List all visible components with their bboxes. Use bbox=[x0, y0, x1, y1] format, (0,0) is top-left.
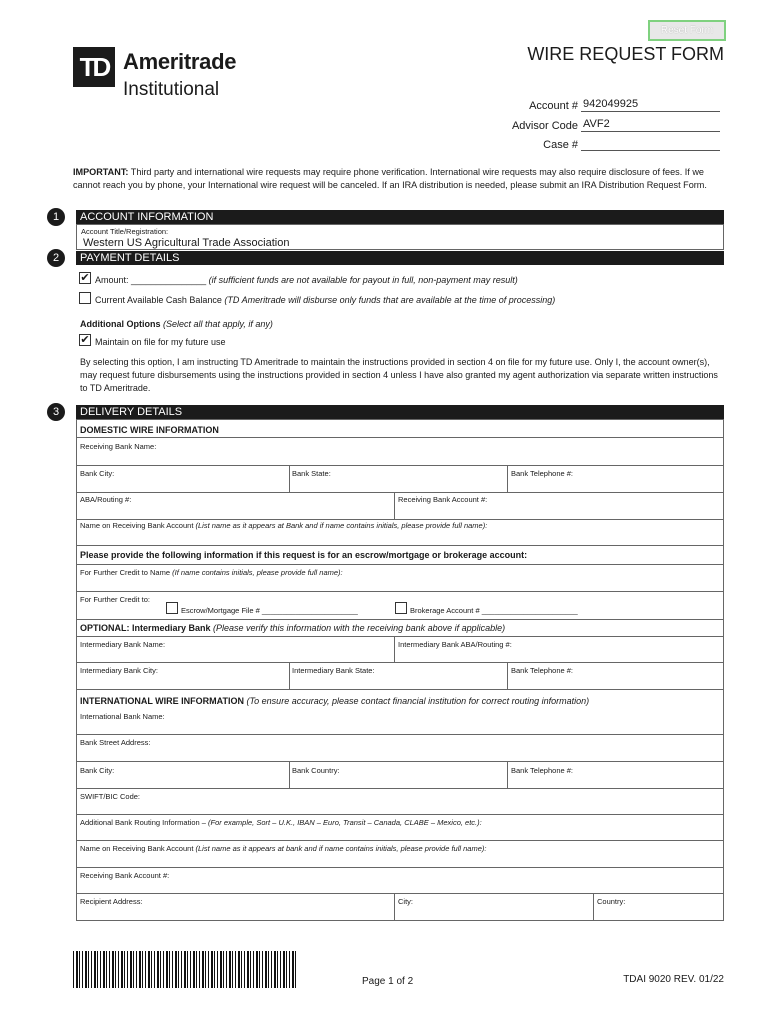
maintain-on-file-label: Maintain on file for my future use bbox=[95, 337, 226, 347]
amount-checkbox[interactable] bbox=[79, 272, 91, 284]
important-lead: IMPORTANT: bbox=[73, 167, 129, 177]
account-number-label: Account # bbox=[529, 100, 578, 112]
brokerage-checkbox[interactable] bbox=[395, 602, 407, 614]
amount-option bbox=[95, 275, 518, 285]
cash-balance-note: (TD Ameritrade will disburse only funds that are available at the time of processing) bbox=[221, 295, 556, 305]
intermediary-bank-name-field[interactable]: Intermediary Bank Name: bbox=[80, 640, 166, 649]
city-field[interactable]: City: bbox=[398, 897, 413, 906]
ffc-name-note: (If name contains initials, please provide full name): bbox=[172, 568, 343, 577]
section-1-header: ACCOUNT INFORMATION bbox=[76, 210, 724, 224]
additional-routing-field[interactable] bbox=[80, 818, 482, 827]
account-title-field[interactable] bbox=[76, 224, 724, 250]
intl-bank-country-field[interactable]: Bank Country: bbox=[292, 766, 340, 775]
name-on-account-field[interactable] bbox=[80, 521, 487, 530]
section-1-badge: 1 bbox=[47, 208, 65, 226]
maintain-on-file-checkbox[interactable] bbox=[79, 334, 91, 346]
intermediary-city-field[interactable]: Intermediary Bank City: bbox=[80, 666, 158, 675]
advisor-code-label: Advisor Code bbox=[511, 120, 578, 132]
additional-options-heading bbox=[80, 319, 273, 329]
brokerage-account-field[interactable]: Brokerage Account # _______________________ bbox=[410, 606, 578, 615]
intl-name-on-account-label: Name on Receiving Bank Account bbox=[80, 844, 196, 853]
escrow-heading: Please provide the following information if this request is for an escrow/mortgage or brokerage account: bbox=[80, 550, 528, 560]
intermediary-aba-field[interactable]: Intermediary Bank ABA/Routing #: bbox=[398, 640, 512, 649]
name-on-account-note: (List name as it appears at Bank and if name contains initials, please provide full name): bbox=[195, 521, 488, 530]
section-2-badge: 2 bbox=[47, 249, 65, 267]
td-logo-mark: TD bbox=[73, 47, 115, 87]
ffc-name-field[interactable] bbox=[80, 568, 343, 577]
bank-state-field[interactable]: Bank State: bbox=[292, 469, 331, 478]
case-number-row bbox=[543, 139, 720, 151]
name-on-account-label: Name on Receiving Bank Account bbox=[80, 521, 196, 530]
maintain-on-file-text: By selecting this option, I am instructing TD Ameritrade to maintain the instructions provided in section 4 on file for my future use. Only I, the account owner(s), may request future disbursements using the instructions provided in section 4 unless I have also granted my agent authorization via separate written instructions to TD Ameritrade. bbox=[80, 357, 718, 393]
intl-bank-name-field[interactable]: International Bank Name: bbox=[80, 712, 165, 721]
escrow-file-field[interactable]: Escrow/Mortgage File # _______________________ bbox=[181, 606, 358, 615]
international-wire-heading bbox=[80, 696, 589, 706]
cash-balance-option bbox=[95, 295, 555, 305]
intl-name-on-account-field[interactable] bbox=[80, 844, 486, 853]
case-number-label: Case # bbox=[543, 139, 578, 151]
intl-bank-city-field[interactable]: Bank City: bbox=[80, 766, 115, 775]
account-title-value: Western US Agricultural Trade Association bbox=[83, 237, 290, 249]
important-notice bbox=[73, 166, 723, 192]
intermediary-phone-field[interactable]: Bank Telephone #: bbox=[511, 666, 573, 675]
section-2-header: PAYMENT DETAILS bbox=[76, 251, 724, 265]
country-field[interactable]: Country: bbox=[597, 897, 626, 906]
intl-heading-label: INTERNATIONAL WIRE INFORMATION bbox=[80, 696, 244, 706]
ffc-to-label: For Further Credit to: bbox=[80, 595, 151, 604]
additional-routing-label: Additional Bank Routing Information – bbox=[80, 818, 208, 827]
swift-bic-field[interactable]: SWIFT/BIC Code: bbox=[80, 792, 141, 801]
check-mark-icon: ✔ bbox=[80, 272, 90, 284]
form-revision: TDAI 9020 REV. 01/22 bbox=[623, 974, 724, 985]
case-number-field[interactable] bbox=[581, 150, 720, 151]
optional-heading-note: (Please verify this information with the receiving bank above if applicable) bbox=[210, 623, 506, 633]
bank-city-field[interactable]: Bank City: bbox=[80, 469, 115, 478]
bank-telephone-field[interactable]: Bank Telephone #: bbox=[511, 469, 573, 478]
advisor-code-row bbox=[512, 118, 720, 132]
additional-options-label: Additional Options bbox=[80, 319, 161, 329]
additional-options-note: (Select all that apply, if any) bbox=[160, 319, 273, 329]
important-text: Third party and international wire requests may require phone verification. International wire requests may also require disclosure of fees. If we cannot reach you by phone, your International wire request will be canceled. If an IRA distribution is needed, please submit an IRA Distribution Request Form. bbox=[73, 167, 707, 190]
page-number: Page 1 of 2 bbox=[362, 976, 414, 987]
ffc-name-label: For Further Credit to Name bbox=[80, 568, 173, 577]
section-3-badge: 3 bbox=[47, 403, 65, 421]
domestic-wire-heading: DOMESTIC WIRE INFORMATION bbox=[80, 425, 219, 435]
intermediary-state-field[interactable]: Intermediary Bank State: bbox=[292, 666, 375, 675]
amount-label: Amount: _______________ bbox=[95, 275, 207, 285]
amount-note: (if sufficient funds are not available for payout in full, non-payment may result) bbox=[206, 275, 518, 285]
optional-heading-label: OPTIONAL: Intermediary Bank bbox=[80, 623, 211, 633]
logo-name: Ameritrade bbox=[123, 49, 237, 74]
escrow-checkbox[interactable] bbox=[166, 602, 178, 614]
receiving-bank-name-field[interactable]: Receiving Bank Name: bbox=[80, 442, 157, 451]
intl-bank-telephone-field[interactable]: Bank Telephone #: bbox=[511, 766, 573, 775]
form-title: WIRE REQUEST FORM bbox=[527, 44, 724, 64]
cash-balance-checkbox[interactable] bbox=[79, 292, 91, 304]
account-title-label: Account Title/Registration: bbox=[81, 227, 169, 236]
recipient-address-field[interactable]: Recipient Address: bbox=[80, 897, 143, 906]
optional-intermediary-heading bbox=[80, 623, 505, 633]
account-number-row bbox=[529, 98, 720, 112]
intl-name-on-account-note: (List name as it appears at bank and if name contains initials, please provide full name): bbox=[195, 844, 487, 853]
cash-balance-label: Current Available Cash Balance bbox=[95, 295, 222, 305]
receiving-bank-account-field[interactable]: Receiving Bank Account #: bbox=[398, 495, 488, 504]
check-mark-icon: ✔ bbox=[80, 334, 90, 346]
intl-receiving-account-field[interactable]: Receiving Bank Account #: bbox=[80, 871, 170, 880]
advisor-code-field[interactable]: AVF2 bbox=[581, 118, 720, 132]
bank-street-address-field[interactable]: Bank Street Address: bbox=[80, 738, 151, 747]
logo-subtitle: Institutional bbox=[123, 79, 220, 100]
section-3-header: DELIVERY DETAILS bbox=[76, 405, 724, 419]
aba-routing-field[interactable]: ABA/Routing #: bbox=[80, 495, 132, 504]
account-number-field[interactable]: 942049925 bbox=[581, 98, 720, 112]
additional-routing-note: (For example, Sort – U.K., IBAN – Euro, Transit – Canada, CLABE – Mexico, etc.): bbox=[208, 818, 482, 827]
intl-heading-note: (To ensure accuracy, please contact financial institution for correct routing information) bbox=[244, 696, 590, 706]
reset-form-button[interactable]: Reset Form bbox=[648, 20, 726, 41]
barcode bbox=[73, 951, 298, 988]
